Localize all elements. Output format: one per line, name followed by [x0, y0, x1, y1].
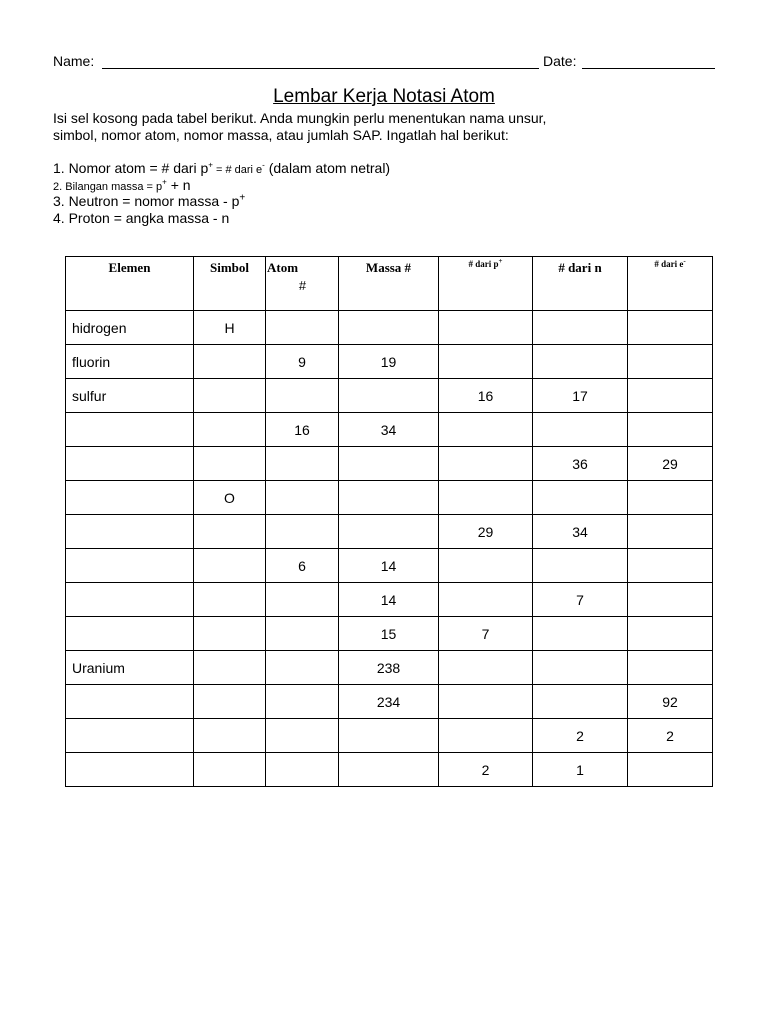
cell-neutrons[interactable]: 2 — [533, 719, 628, 753]
cell-massa[interactable]: 14 — [339, 549, 439, 583]
cell-electrons[interactable] — [628, 753, 713, 787]
intro-line-2: simbol, nomor atom, nomor massa, atau jumlah SAP. Ingatlah hal berikut: — [53, 127, 509, 143]
cell-electrons[interactable]: 2 — [628, 719, 713, 753]
rule-2 — [53, 177, 191, 193]
table-row — [66, 311, 713, 345]
cell-electrons[interactable] — [628, 583, 713, 617]
cell-simbol[interactable] — [194, 413, 266, 447]
table-row — [66, 515, 713, 549]
cell-electrons[interactable] — [628, 481, 713, 515]
cell-simbol[interactable] — [194, 651, 266, 685]
cell-elemen[interactable] — [66, 481, 194, 515]
cell-atom[interactable] — [266, 651, 339, 685]
cell-atom[interactable] — [266, 311, 339, 345]
cell-elemen[interactable] — [66, 617, 194, 651]
cell-protons[interactable] — [439, 345, 533, 379]
rule-1-text-b: = # dari e — [212, 164, 263, 176]
rule-1 — [53, 160, 390, 176]
cell-protons[interactable] — [439, 481, 533, 515]
cell-electrons[interactable] — [628, 651, 713, 685]
cell-massa[interactable]: 234 — [339, 685, 439, 719]
intro-line-1: Isi sel kosong pada tabel berikut. Anda mungkin perlu menentukan nama unsur, — [53, 110, 547, 126]
cell-electrons[interactable] — [628, 413, 713, 447]
cell-neutrons[interactable]: 34 — [533, 515, 628, 549]
cell-atom[interactable] — [266, 481, 339, 515]
cell-massa[interactable]: 19 — [339, 345, 439, 379]
table-row — [66, 379, 713, 413]
cell-neutrons[interactable] — [533, 413, 628, 447]
cell-electrons[interactable]: 29 — [628, 447, 713, 481]
cell-atom[interactable]: 16 — [266, 413, 339, 447]
cell-massa[interactable] — [339, 481, 439, 515]
header-atom-line-2: # — [298, 278, 307, 293]
table-row — [66, 481, 713, 515]
cell-atom[interactable] — [266, 753, 339, 787]
cell-electrons[interactable] — [628, 617, 713, 651]
cell-simbol[interactable] — [194, 583, 266, 617]
cell-protons[interactable]: 2 — [439, 753, 533, 787]
cell-neutrons[interactable] — [533, 311, 628, 345]
cell-electrons[interactable] — [628, 549, 713, 583]
cell-elemen[interactable] — [66, 753, 194, 787]
cell-simbol[interactable] — [194, 549, 266, 583]
header-atom — [266, 257, 339, 311]
cell-simbol[interactable] — [194, 753, 266, 787]
cell-neutrons[interactable]: 7 — [533, 583, 628, 617]
cell-atom[interactable] — [266, 447, 339, 481]
cell-massa[interactable]: 238 — [339, 651, 439, 685]
cell-protons[interactable] — [439, 651, 533, 685]
table-row — [66, 651, 713, 685]
cell-protons[interactable] — [439, 447, 533, 481]
header-protons-text: # dari p — [468, 259, 499, 269]
cell-massa[interactable] — [339, 379, 439, 413]
cell-elemen[interactable]: hidrogen — [66, 311, 194, 345]
date-label: Date: — [543, 53, 577, 69]
table-row — [66, 583, 713, 617]
cell-elemen[interactable]: Uranium — [66, 651, 194, 685]
cell-elemen[interactable] — [66, 447, 194, 481]
cell-neutrons[interactable]: 36 — [533, 447, 628, 481]
cell-atom[interactable] — [266, 685, 339, 719]
name-label: Name: — [53, 53, 95, 69]
cell-massa[interactable]: 15 — [339, 617, 439, 651]
cell-protons[interactable] — [439, 685, 533, 719]
cell-atom[interactable] — [266, 719, 339, 753]
table-row — [66, 753, 713, 787]
cell-neutrons[interactable] — [533, 549, 628, 583]
cell-neutrons[interactable] — [533, 685, 628, 719]
rule-1-sup-1: + — [208, 160, 213, 170]
cell-atom[interactable] — [266, 617, 339, 651]
header-protons — [439, 257, 533, 311]
cell-neutrons[interactable]: 17 — [533, 379, 628, 413]
header-electrons — [628, 257, 713, 311]
cell-elemen[interactable]: sulfur — [66, 379, 194, 413]
name-field[interactable] — [102, 68, 539, 69]
table-row — [66, 447, 713, 481]
header-electrons-text: # dari e — [654, 259, 684, 269]
header-protons-sup: + — [498, 257, 503, 265]
cell-massa[interactable] — [339, 515, 439, 549]
cell-massa[interactable]: 34 — [339, 413, 439, 447]
table-row — [66, 685, 713, 719]
cell-atom[interactable] — [266, 515, 339, 549]
cell-neutrons[interactable] — [533, 481, 628, 515]
cell-protons[interactable] — [439, 413, 533, 447]
cell-neutrons[interactable] — [533, 651, 628, 685]
table-row — [66, 549, 713, 583]
header-massa: Massa # — [339, 257, 439, 311]
cell-protons[interactable] — [439, 719, 533, 753]
cell-electrons[interactable]: 92 — [628, 685, 713, 719]
rule-4: 4. Proton = angka massa - n — [53, 210, 230, 226]
cell-simbol[interactable] — [194, 345, 266, 379]
cell-atom[interactable] — [266, 379, 339, 413]
cell-massa[interactable] — [339, 447, 439, 481]
cell-atom[interactable] — [266, 583, 339, 617]
date-field[interactable] — [582, 68, 715, 69]
cell-elemen[interactable] — [66, 515, 194, 549]
header-elemen: Elemen — [66, 257, 194, 311]
cell-atom[interactable]: 9 — [266, 345, 339, 379]
header-electrons-sup: - — [683, 257, 686, 265]
cell-elemen[interactable] — [66, 583, 194, 617]
cell-protons[interactable] — [439, 583, 533, 617]
cell-simbol[interactable]: O — [194, 481, 266, 515]
rule-1-text-a: 1. Nomor atom = # dari p — [53, 160, 209, 176]
rule-2-text-b: + n — [166, 177, 191, 193]
cell-elemen[interactable] — [66, 685, 194, 719]
cell-simbol[interactable] — [194, 447, 266, 481]
cell-protons[interactable] — [439, 549, 533, 583]
cell-simbol[interactable] — [194, 515, 266, 549]
cell-elemen[interactable]: fluorin — [66, 345, 194, 379]
cell-massa[interactable] — [339, 311, 439, 345]
cell-protons[interactable]: 16 — [439, 379, 533, 413]
cell-simbol[interactable] — [194, 685, 266, 719]
rule-2-text-a: 2. Bilangan massa = p — [53, 181, 163, 193]
header-neutrons: # dari n — [533, 257, 628, 311]
table-body — [66, 311, 713, 787]
table-header-row — [66, 257, 713, 311]
cell-electrons[interactable] — [628, 515, 713, 549]
table-row — [66, 413, 713, 447]
cell-neutrons[interactable]: 1 — [533, 753, 628, 787]
cell-neutrons[interactable] — [533, 345, 628, 379]
cell-neutrons[interactable] — [533, 617, 628, 651]
header-simbol: Simbol — [194, 257, 266, 311]
table-row — [66, 617, 713, 651]
header-atom-line-1: Atom — [267, 260, 299, 275]
cell-protons[interactable] — [439, 311, 533, 345]
rule-3 — [53, 193, 245, 209]
cell-massa[interactable] — [339, 753, 439, 787]
cell-simbol[interactable]: H — [194, 311, 266, 345]
table-row — [66, 719, 713, 753]
cell-electrons[interactable] — [628, 345, 713, 379]
cell-electrons[interactable] — [628, 311, 713, 345]
rule-3-text: 3. Neutron = nomor massa - p — [53, 193, 240, 209]
cell-protons[interactable]: 29 — [439, 515, 533, 549]
cell-massa[interactable]: 14 — [339, 583, 439, 617]
rule-1-sup-2: - — [262, 160, 265, 170]
cell-elemen[interactable] — [66, 413, 194, 447]
atom-notation-table — [65, 256, 713, 787]
cell-electrons[interactable] — [628, 379, 713, 413]
cell-elemen[interactable] — [66, 719, 194, 753]
cell-atom[interactable]: 6 — [266, 549, 339, 583]
cell-protons[interactable]: 7 — [439, 617, 533, 651]
cell-simbol[interactable] — [194, 379, 266, 413]
rule-1-text-c: (dalam atom netral) — [264, 160, 391, 176]
cell-elemen[interactable] — [66, 549, 194, 583]
cell-massa[interactable] — [339, 719, 439, 753]
cell-simbol[interactable] — [194, 617, 266, 651]
cell-simbol[interactable] — [194, 719, 266, 753]
table-row — [66, 345, 713, 379]
worksheet-title: Lembar Kerja Notasi Atom — [273, 86, 495, 107]
rule-2-sup: + — [162, 177, 167, 187]
rule-3-sup: + — [239, 192, 246, 204]
